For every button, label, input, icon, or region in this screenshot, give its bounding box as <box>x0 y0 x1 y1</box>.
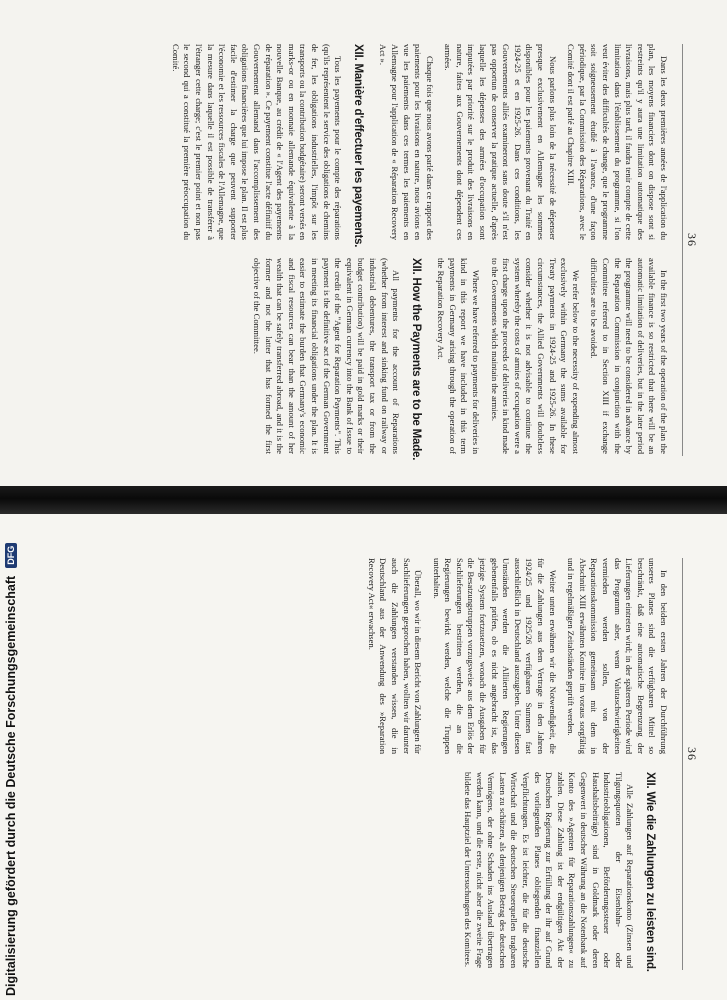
paragraph: Alle Zahlungen auf Reparationskonto (Zinsen und Tilgungsquoten der Eisenbahn- oder Industrieobligationen, Beförderungssteuer oder Haushaltsbeiträge) sind in Goldmark oder deren Gegenwert in deutscher Währung an die Notenbank auf Konto des »Agenten für Reparationszahlungen« zu zahlen. Diese Zahlung ist der endgültigen Akt der Deutschen Regierung zur Erfüllung der ihr auf Grund des vorliegenden Planes obliegenden finanziellen Verpflichtungen. Es ist leichter, die für die deutsche Wirtschaft und die deutschen Steuerquellen tragbaren Lasten zu schätzen, als denjenigen Betrag des deutschen Vermögens, der ohne Schaden ins Ausland übertragen werden kann, und die erste, nicht aber die zweite Frage bildete das Hauptziel der Untersuchungen des Komitees. <box>463 772 636 968</box>
paragraph: We refer below to the necessity of expending almost exclusively within Germany the sums available for Treaty payments in 1924-25 and 1925-26. In these circumstances, the Allied Governments will doubtless consider whether it is not advisable to continue the system whereby the costs of armies of occupation were a first charge upon the proceeds of deliveries in kind made to the Governments which maintain the armies. <box>489 258 581 454</box>
page-columns <box>30 44 669 461</box>
section-heading: XII. Wie die Zahlungen zu leisten sind. <box>644 772 656 972</box>
paragraph: Chaque fois que nous avons parlé dans ce rapport des paiements pour les livraisons en nature, nous avions en vue les paiements dans ces termes les paiements en Allemagne pour l'application de « Réparation Recovery Act ». <box>378 44 435 240</box>
column-german-1 <box>358 558 669 754</box>
page-number: 36 <box>685 233 699 247</box>
paragraph: Weiter unten erwähnen wir die Notwendigkeit, die für die Zahlungen aus dem Vertrage in den Jahren 1924/25 und 1925/26 verfügbaren Summen fast ausschließlich in Deutschland auszugeben. Unter diesen Umständen werden die Alliierten Regierungen gebenenfalls prüfen, ob es nicht angebracht ist, das jetzige System fortzusetzen, wonach die Ausgaben für die Besatzungstruppen vorzugsweise aus dem Erlös der Sachlieferungen bestritten werden, die an die Regierungen bewirkt werden, welche die Truppen unterhalten. <box>431 558 558 754</box>
header-rule <box>682 558 683 970</box>
section-heading: XII. Manière d'effectuer les payements. <box>351 44 364 248</box>
section-heading: XII. How the Payments are to be Made. <box>409 258 422 461</box>
dfg-logo: DFG <box>5 543 17 568</box>
paragraph: All payments for the account of Reparations (whether from interest and sinking fund on railway or industrial debentures, the transport tax or from the budget contribution) will be paid in gold marks or their equivalent in German currency into the Bank of Issue to the credit of the "Agent for Reparation Payments". This payment is the definitive act of the German Government in meeting its financial obligations under the plan. It is easier to estimate the burden that Germany's economic and fiscal resources can bear than the amount of her wealth that can be safely transferred abroad, and it is the former and not the latter that has formed the first objective of the Committee. <box>252 258 402 454</box>
paragraph: Where we have referred to payments for deliveries in kind in this report we have included in this term payments in Germany arising through the operation of the Reparation Recovery Act. <box>436 258 482 454</box>
paragraph: Tous les payements pour le compte des réparations (qu'ils représentent le service des obligations de chemins de fer, les obligations industrielles, l'impôt sur les transports ou la contribution budgétaire) seront versés en marks-or ou en monnaie allemande équivalente à la nouvelle Banque, au crédit de « l'Agent des payements de réparation ». Ce payement constitue l'acte définitif du Gouvernement allemand dans l'accomplissement des obligations financières que lui impose le plan. Il est plus facile d'estimer la charge que peuvent supporter l'économie et les ressources fiscales de l'Allemagne, que la mesure dans laquelle il est possible de transférer à l'étranger cette charge; c'est le premier point et non pas le second qui a constitué la première préoccupation du Comité. <box>170 44 344 240</box>
book-gutter <box>0 486 727 514</box>
page-number: 36 <box>685 747 699 761</box>
paragraph: Dans les deux premières années de l'application du plan, les moyens financiers dont on dispose sont si restreints qu'il y aura une limitation automatique des livraisons, mais plus tard, il faudra tenir compte de cette limitation dans l'établissement du programme, si l'on veut éviter des difficultés de change, que le programme soit soigneusement étudié à l'avance, d'une façon périodique, par la Commission des Réparations, avec le Comité dont il est parlé au Chapitre XIII. <box>566 44 669 240</box>
page-left <box>0 0 727 486</box>
page-columns <box>30 558 669 970</box>
page-right <box>0 514 727 1000</box>
paragraph: Überall, wo wir in diesem Bericht von Zahlungen für Sachlieferungen gesprochen haben, wollten wir darunter auch die Zahlungen verstanden wissen, die in Deutschland aus der Anwendung des »Reparation Recovery Act« erwachsen. <box>366 558 424 754</box>
column-english <box>243 258 669 461</box>
header-rule <box>682 44 683 456</box>
paragraph: In the first two years of the operation of the plan the available finance is so restricted that there will be an automatic limitation of deliveries, but in the later period the programme will need to be considered in advance by the Reparation Commission in conjunction with the Committee referred to in Section XIII if exchange difficulties are to be avoided. <box>589 258 669 454</box>
paragraph: In den beiden ersten Jahren der Durchführung unseres Planes sind die verfügbaren Mittel so beschränkt, daß eine automatische Begrenzung der Lieferungen eintreten wird; in der späteren Periode wird das Programm aber, wenn Valutaschwierigkeiten vermieden werden sollen, von der Reparationskommission gemeinsam mit dem in Abschnitt XIII erwähnten Komitee im voraus sorgfältig und in regelmäßigen Zeitabständen geprüft werden. <box>566 558 669 754</box>
column-german-2 <box>455 772 670 972</box>
column-french <box>162 44 669 248</box>
banner-label: Digitalisierung gefördert durch die Deutsche Forschungsgemeinschaft <box>4 575 18 996</box>
paragraph: Nous parlons plus loin de la nécessité de dépenser presque exclusivement en Allemagne les sommes disponibles pour les paiements provenant du Traité en 1924-25 et en 1925-26. Dans ces conditions, les Gouvernements alliés examineront sans doute s'il n'est pas opportun de conserver la pratique actuelle, d'après laquelle les dépenses des armées d'occupation sont imputées par priorité sur le produit des livraisons en nature, faites aux Gouvernements dont dépendent ces armées. <box>443 44 558 240</box>
